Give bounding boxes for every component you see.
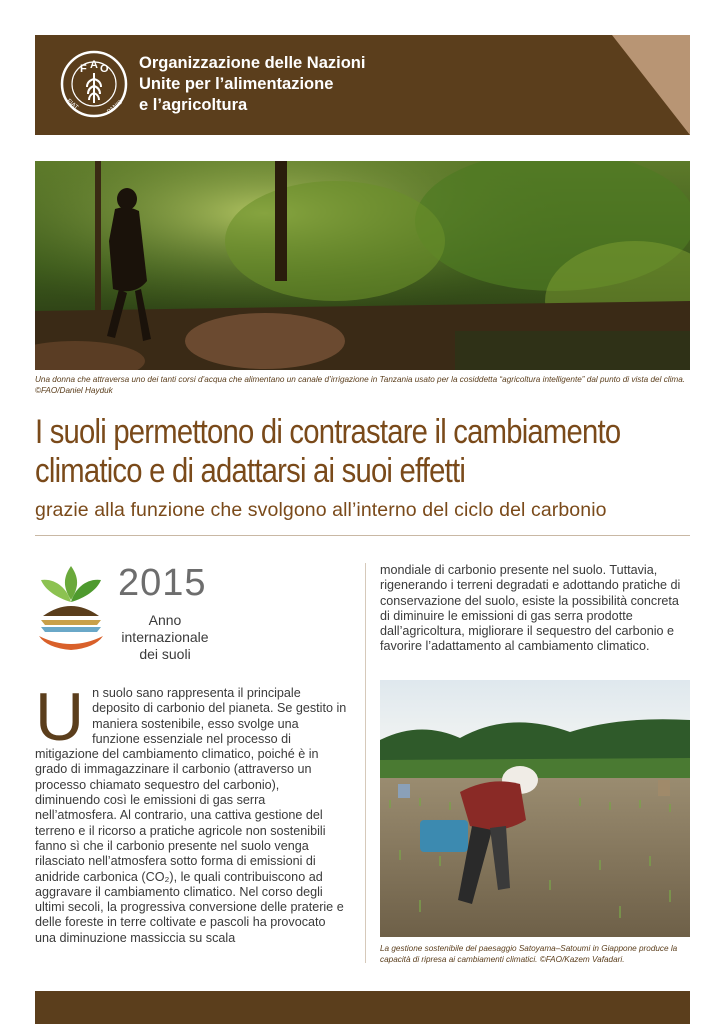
svg-text:PANIS: PANIS bbox=[106, 99, 124, 116]
fao-logo bbox=[59, 49, 129, 119]
photo-japan-rice-paddy bbox=[380, 680, 690, 937]
header-corner-accent bbox=[612, 35, 690, 135]
title-line-1: I suoli permettono di contrastare il cambiamento bbox=[35, 413, 621, 451]
drop-cap: U bbox=[35, 679, 85, 755]
body-paragraph-left: n suolo sano rappresenta il principale deposito di carbonio del pianeta. Se gestito in maniera sostenibile, esso svolge una funzione essenziale nel processo di mitigazione del cambiamento climatico, poiché è in grado di immagazzinare il carbonio (attraverso un processo chiamato sequestro del carbonio), diminuendo così le emissioni di gas serra nell’atmosfera. Al contrario, una cattiva gestione del terreno e il ricorso a pratiche agricole non sostenibili fanno sì che il carbonio presente nel suolo venga rilasciato nell’atmosfera sotto forma di emissioni di anidride carbonica (CO₂), le quali contribuiscono ad aggravare il cambiamento climatico. Nel corso degli ultimi secoli, la progressiva conversione delle praterie e delle foreste in terre coltivate e pascoli ha provocato una diminuzione massiccia su scala bbox=[35, 686, 347, 945]
international-year-of-soils-logo bbox=[35, 560, 107, 652]
column-divider bbox=[365, 563, 366, 963]
org-name-line-2: Unite per l’alimentazione bbox=[139, 75, 334, 93]
org-name-line-3: e l’agricoltura bbox=[139, 96, 248, 114]
footer-band bbox=[35, 991, 690, 1024]
photo-caption-tanzania: Una donna che attraversa uno dei tanti corsi d’acqua che alimentano un canale d’irrigazione in Tanzania usato per la cosiddetta “agricoltura intelligente” dal punto di vista del clima. ©FAO/Daniel Hayduk bbox=[35, 375, 686, 395]
iys-label-line-2: dei suoli bbox=[139, 646, 191, 662]
organization-name bbox=[139, 53, 365, 116]
svg-text:A: A bbox=[90, 59, 98, 71]
svg-text:F: F bbox=[80, 63, 87, 75]
org-name-line-1: Organizzazione delle Nazioni bbox=[139, 54, 366, 72]
title-divider bbox=[35, 535, 690, 536]
title-line-2: climatico e di adattarsi ai suoi effetti bbox=[35, 452, 466, 490]
iys-label bbox=[106, 612, 224, 663]
iys-year: 2015 bbox=[118, 562, 207, 604]
photo-tanzania-forest bbox=[35, 161, 690, 370]
svg-text:O: O bbox=[100, 63, 109, 75]
photo-caption-japan: La gestione sostenibile del paesaggio Satoyama–Satoumi in Giappone produce la capacità di ripresa ai cambiamenti climatici. ©FAO/Kazem Vafadari. bbox=[380, 944, 678, 964]
page-subtitle: grazie alla funzione che svolgono all’interno del ciclo del carbonio bbox=[35, 499, 607, 521]
header-band bbox=[35, 35, 690, 135]
iys-label-line-1: Anno internazionale bbox=[121, 612, 209, 645]
body-text-left-column bbox=[35, 679, 347, 946]
page-title bbox=[35, 413, 621, 491]
body-text-right-column: mondiale di carbonio presente nel suolo. Tuttavia, rigenerando i terreni degradati e adottando pratiche di conservazione del suolo, esiste la possibilità concreta di diminuire le emissioni di gas serra prodotte dall’agricoltura, migliorare il sequestro del carbonio e favorire l’adattamento al cambiamento climatico. bbox=[380, 563, 681, 654]
svg-text:FIAT: FIAT bbox=[65, 98, 79, 111]
